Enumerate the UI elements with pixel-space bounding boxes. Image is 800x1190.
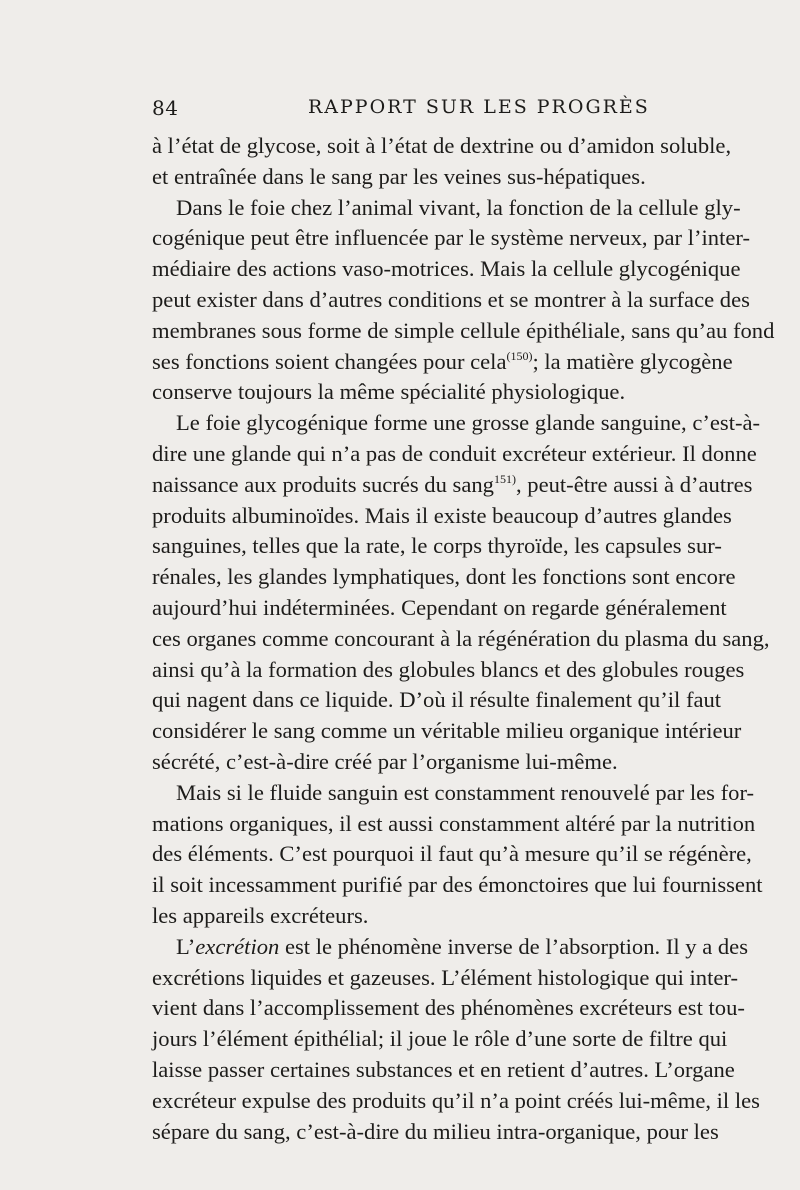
emphasized-term: excrétion <box>195 933 280 959</box>
text-segment: ses fonctions soient changées pour cela <box>152 348 507 374</box>
text-line: aujourd’hui indéterminées. Cependant on regarde généralement <box>152 594 727 620</box>
text-line <box>152 470 753 501</box>
page-number: 84 <box>152 96 179 120</box>
footnote-ref[interactable]: (150) <box>506 348 533 363</box>
text-line: Mais si le fluide sanguin est constamment renouvelé par les for- <box>176 779 755 805</box>
text-line: membranes sous forme de simple cellule épithéliale, sans qu’au fond <box>152 317 775 343</box>
text-line: conserve toujours la même spécialité physiologique. <box>152 379 626 405</box>
text-line: sanguines, telles que la rate, le corps thyroïde, les capsules sur- <box>152 533 722 559</box>
body-text <box>152 131 775 1147</box>
text-line: des éléments. C’est pourquoi il faut qu’à mesure qu’il se régénère, <box>152 841 752 867</box>
running-head: RAPPORT SUR LES PROGRÈS <box>308 96 650 118</box>
text-segment: est le phénomène inverse de l’absorption. Il y a des <box>279 933 749 959</box>
text-line: médiaire des actions vaso-motrices. Mais la cellule glycogénique <box>152 256 741 282</box>
text-line: excrétions liquides et gazeuses. L’élément histologique qui inter- <box>152 964 738 990</box>
text-line: sécrété, c’est-à-dire créé par l’organisme lui-même. <box>152 748 618 774</box>
text-line: les appareils excréteurs. <box>152 902 369 928</box>
page-header <box>0 96 800 126</box>
text-line: qui nagent dans ce liquide. D’où il résulte finalement qu’il faut <box>152 687 722 713</box>
text-line: laisse passer certaines substances et en retient d’autres. L’organe <box>152 1056 735 1082</box>
text-line: Le foie glycogénique forme une grosse glande sanguine, c’est-à- <box>176 410 761 436</box>
text-line: ces organes comme concourant à la régénération du plasma du sang, <box>152 625 770 651</box>
text-segment: , peut-être aussi à d’autres <box>515 471 753 497</box>
text-segment: L’ <box>176 933 196 959</box>
text-line: à l’état de glycose, soit à l’état de dextrine ou d’amidon soluble, <box>152 133 732 158</box>
footnote-ref[interactable]: 151) <box>493 471 516 486</box>
text-line: il soit incessamment purifié par des émonctoires que lui fournissent <box>152 872 763 898</box>
text-segment: naissance aux produits sucrés du sang <box>152 471 494 497</box>
text-line: excréteur expulse des produits qu’il n’a point créés lui-même, il les <box>152 1087 760 1113</box>
text-line: sépare du sang, c’est-à-dire du milieu intra-organique, pour les <box>152 1118 719 1144</box>
text-segment: ; la matière glycogène <box>532 348 733 374</box>
text-line: jours l’élément épithélial; il joue le rôle d’une sorte de filtre qui <box>152 1026 728 1052</box>
text-line: dire une glande qui n’a pas de conduit excréteur extérieur. Il donne <box>152 440 757 466</box>
text-line: mations organiques, il est aussi constamment altéré par la nutrition <box>152 810 756 836</box>
text-line <box>152 347 733 378</box>
text-line: Dans le foie chez l’animal vivant, la fonction de la cellule gly- <box>176 194 741 220</box>
text-line <box>152 932 749 963</box>
text-line: cogénique peut être influencée par le système nerveux, par l’inter- <box>152 225 751 251</box>
text-line: vient dans l’accomplissement des phénomènes excréteurs est tou- <box>152 995 745 1021</box>
text-line: et entraînée dans le sang par les veines sus-hépatiques. <box>152 163 646 189</box>
text-line: ainsi qu’à la formation des globules blancs et des globules rouges <box>152 656 745 682</box>
text-line: considérer le sang comme un véritable milieu organique intérieur <box>152 718 742 744</box>
text-line: produits albuminoïdes. Mais il existe beaucoup d’autres glandes <box>152 502 732 528</box>
text-line: rénales, les glandes lymphatiques, dont les fonctions sont encore <box>152 564 736 590</box>
text-line: peut exister dans d’autres conditions et se montrer à la surface des <box>152 286 750 312</box>
